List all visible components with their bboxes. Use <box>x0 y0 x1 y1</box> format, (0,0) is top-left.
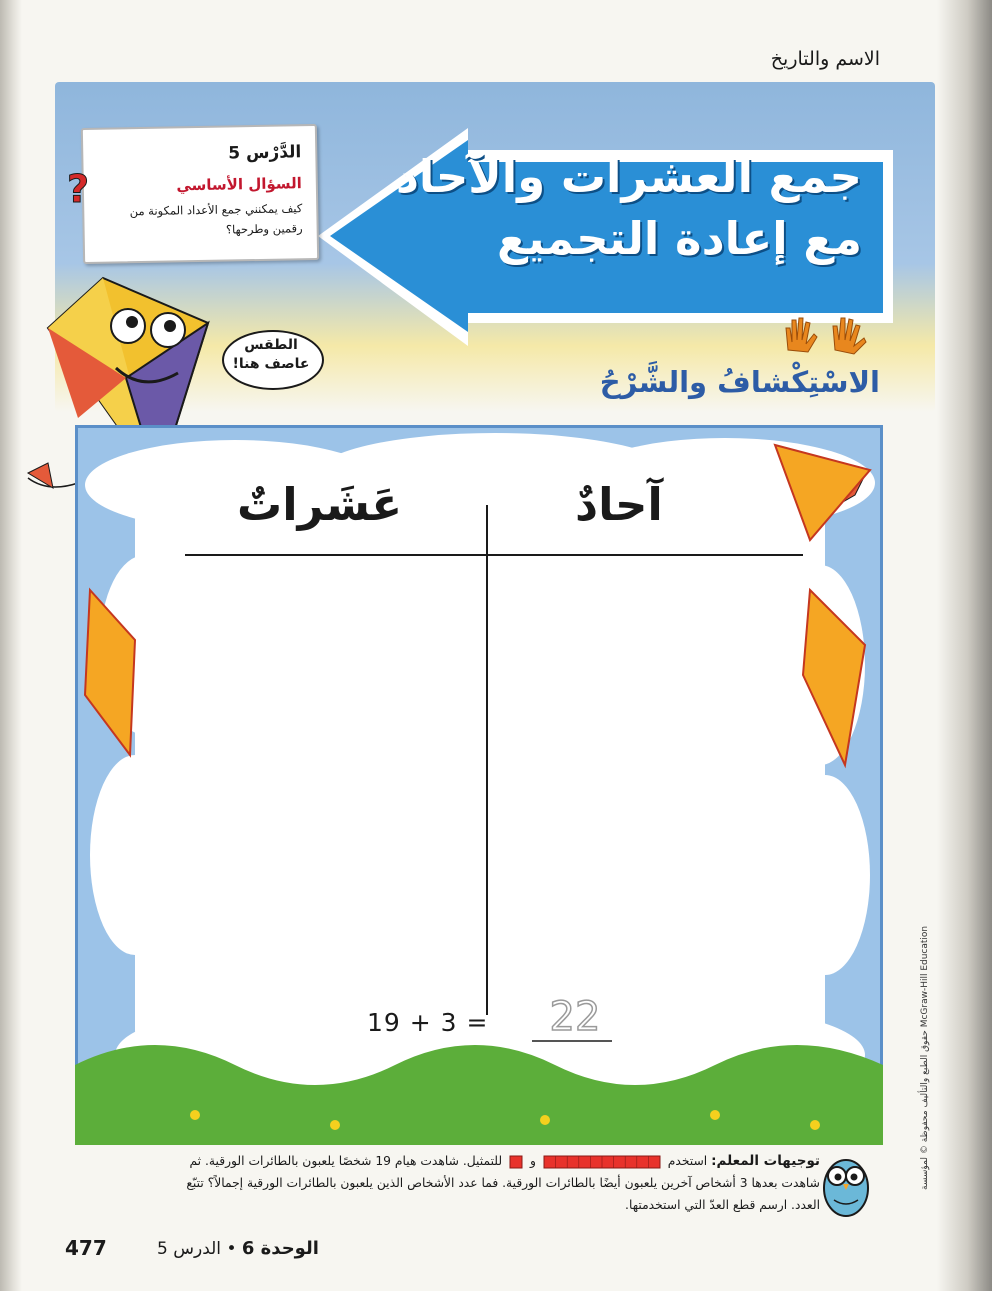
teacher-notes-label: توجيهات المعلم: <box>711 1153 820 1169</box>
answer-line <box>532 1040 612 1042</box>
footer-unit-lesson <box>157 1238 319 1259</box>
teacher-notes-and: و <box>529 1154 536 1168</box>
owl-icon <box>820 1148 872 1220</box>
question-mark-icon <box>63 168 97 210</box>
section-heading: الاسْتِكْشافُ والشَّرْحُ <box>599 365 880 399</box>
essential-question-text: كيف يمكنني جمع الأعداد المكونة من رقمين وطرحها؟ <box>129 201 303 237</box>
tens-rod-icon <box>543 1155 661 1169</box>
tens-column-header: عَشَراتٌ <box>237 478 403 531</box>
ones-column-header: آحادٌ <box>575 478 663 531</box>
hands-icon <box>780 310 875 358</box>
page-gutter-right <box>937 0 992 1291</box>
page-gutter-left <box>0 0 22 1291</box>
teacher-notes-body: للتمثيل. شاهدت هيام 19 شخصًا يلعبون بالطائرات الورقية. ثم شاهدت بعدها 3 أشخاص آخرين يلعبون أيضًا بالطائرات الورقية. فما عدد الأشخاص الذين يلعبون بالطائرات الورقية إجمالاً؟ تتبّع العدد. ارسم قطع العدّ التي استخدمتها. <box>186 1154 820 1212</box>
lesson-title-line2: مع إعادة التجميع <box>496 212 862 265</box>
footer-unit: الوحدة 6 <box>241 1238 319 1259</box>
speech-bubble-line1: الطقس <box>244 337 298 353</box>
teacher-notes <box>180 1150 820 1216</box>
essential-question-label: السؤال الأساسي <box>176 174 302 195</box>
lesson-card <box>81 124 319 264</box>
teacher-notes-use: استخدم <box>667 1154 708 1168</box>
speech-bubble-line2: عاصف هنا! <box>232 356 310 372</box>
page-number: 477 <box>65 1236 107 1260</box>
lesson-number: الدَّرْس 5 <box>228 142 302 164</box>
ones-cube-icon <box>509 1155 523 1169</box>
footer-separator: • <box>226 1239 237 1259</box>
speech-bubble-text <box>222 336 320 374</box>
addition-equation: 19 + 3 = <box>367 1008 489 1037</box>
lesson-title-line1: جمع العشرات والآحاد <box>395 150 862 203</box>
svg-text:?: ? <box>67 168 90 210</box>
place-value-mat <box>75 425 883 1145</box>
name-date-label: الاسم والتاريخ <box>770 48 880 70</box>
copyright-notice: حقوق الطبع والتأليف محفوظة © لمؤسسة McGraw-Hill Education <box>920 925 930 1190</box>
footer-lesson: الدرس 5 <box>157 1239 222 1259</box>
traced-answer: 22 <box>549 994 601 1040</box>
